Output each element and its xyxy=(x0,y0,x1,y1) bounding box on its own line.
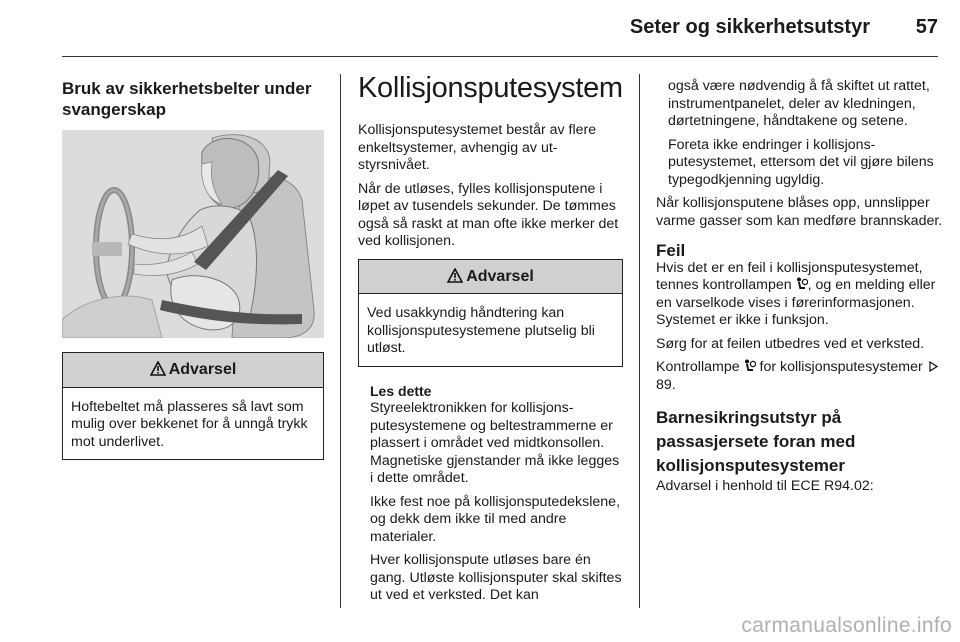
warning-title: Advarsel xyxy=(168,361,237,378)
page-reference: 89. xyxy=(656,376,676,393)
warning-triangle-icon xyxy=(150,361,166,376)
airbag-warning-lamp-icon xyxy=(796,277,808,291)
text-run: , og en melding eller en varselkode vises i førerinformasjonen. Systemet er ikke i funksjon. xyxy=(656,277,936,328)
warning-header xyxy=(359,260,622,295)
paragraph: Advarsel i henhold til ECE R94.02: xyxy=(656,478,874,494)
text-run: for kollisjonsputesystemer xyxy=(759,359,923,375)
text-run: Kontrollampe xyxy=(656,359,740,375)
text-run: Hvis det er en feil i kollisjonsputesystemet, tennes kontrollampen xyxy=(656,259,923,293)
warning-text: Ved usakkyndig håndtering kan kollisjonsputesystemene plutselig bli utløst. xyxy=(367,305,595,356)
column-divider xyxy=(340,74,341,608)
paragraph: Kollisjonsputesystemet består av flere enkeltsystemer, avhengig av utstyrsnivået. xyxy=(358,122,597,173)
warning-title: Advarsel xyxy=(466,267,534,285)
page-reference-arrow-icon xyxy=(929,361,938,372)
running-header-title: Seter og sikkerhetsutstyr xyxy=(629,16,870,38)
column-1 xyxy=(62,78,324,472)
pregnant-seatbelt-illustration xyxy=(62,130,324,338)
section-heading-fault: Feil xyxy=(656,241,686,260)
note-heading: Les dette xyxy=(370,382,432,399)
column-divider xyxy=(639,74,640,608)
warning-box xyxy=(62,352,324,460)
warning-triangle-icon xyxy=(447,268,463,283)
page-number: 57 xyxy=(915,16,938,38)
paragraph: Sørg for at feilen utbedres ved et verksted. xyxy=(656,335,925,352)
section-heading-child-restraint: Barnesikringsutstyr på passasjersete foran med kollisjonsputesystemer xyxy=(656,408,856,475)
warning-box xyxy=(358,259,623,367)
paragraph-fault-3 xyxy=(656,359,946,394)
column-2 xyxy=(358,72,623,611)
section-heading-airbag-system: Kollisjonsputesystem xyxy=(358,72,623,104)
section-heading-pregnancy: Bruk av sikkerhetsbelter under svangerskap xyxy=(62,79,312,119)
note-paragraph: Ikke fest noe på kollisjonsputedekslene, og dekk dem ikke til med andre materialer. xyxy=(370,493,621,545)
warning-header xyxy=(63,353,323,388)
airbag-warning-lamp-icon xyxy=(744,359,756,373)
column-3 xyxy=(656,78,946,502)
paragraph: Når kollisjonsputene blåses opp, unnslipper varme gasser som kan medføre brannskader. xyxy=(656,195,943,229)
warning-text: Hoftebeltet må plasseres så lavt som mulig over bekkenet for å unngå trykk mot underlivet. xyxy=(71,398,308,450)
header-rule xyxy=(62,56,938,57)
watermark: carmanualsonline.info xyxy=(741,614,952,637)
note-paragraph: Styreelektronikken for kollisjonsputesystemene og beltestrammerne er plassert i området ved midtkonsollen. Magnetiske gjenstander må ikke legges i dette området. xyxy=(370,400,620,486)
paragraph: Når de utløses, fylles kollisjonsputene i løpet av tusendels sekunder. De tømmes også så raskt at man ofte ikke merker det ved kollisjonen. xyxy=(358,180,619,249)
note-paragraph: Foreta ikke endringer i kollisjonsputesystemet, ettersom det vil gjøre bilens typegodkjenning ugyldig. xyxy=(668,136,934,188)
note-paragraph: Hver kollisjonspute utløses bare én gang. Utløste kollisjonsputer skal skiftes ut ved et verksted. Det kan xyxy=(370,552,622,603)
paragraph-fault-1 xyxy=(656,260,946,330)
note-paragraph: også være nødvendig å få skiftet ut rattet, instrumentpanelet, deler av kledningen, dørtetningene, håndtakene og setene. xyxy=(668,78,930,129)
